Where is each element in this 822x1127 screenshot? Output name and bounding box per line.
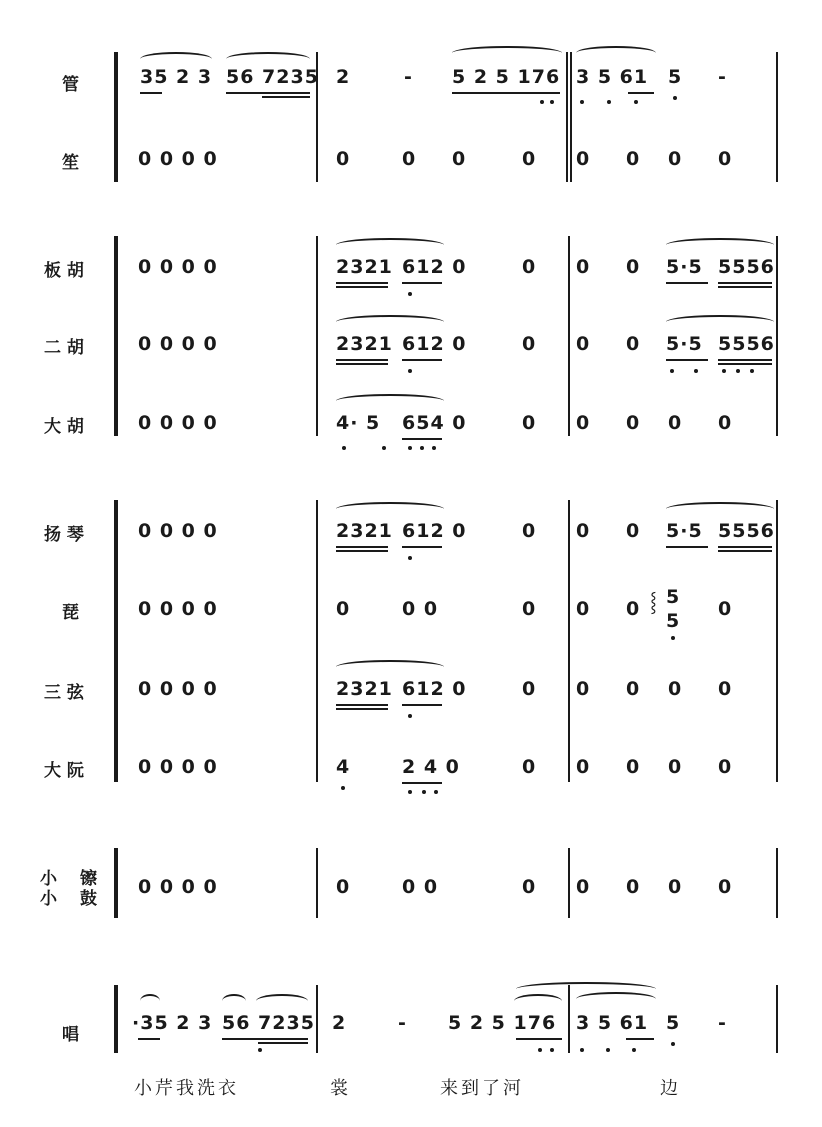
- note-group: 0: [522, 876, 537, 898]
- slur: [576, 992, 656, 1006]
- barline-1-perc: [316, 848, 318, 918]
- note-group: 0: [626, 256, 641, 278]
- slur: [666, 238, 774, 252]
- note-group: 0: [576, 148, 591, 170]
- beam: [336, 704, 388, 706]
- label-banhu: 板 胡: [44, 261, 84, 281]
- note-group: 0: [718, 412, 733, 434]
- barline-end-plucked: [776, 500, 778, 782]
- beam: [336, 550, 388, 552]
- note-group: 2 4 0: [402, 756, 460, 778]
- note-group: 0: [336, 876, 351, 898]
- barline-end-bowed: [776, 236, 778, 436]
- note-group: 0 0 0 0: [138, 876, 218, 898]
- note-group: 0 0 0 0: [138, 333, 218, 355]
- note-group: 0: [626, 756, 641, 778]
- note-group: 0: [522, 520, 537, 542]
- note-group: 5: [668, 66, 683, 88]
- note-group: 654 0: [402, 412, 467, 434]
- note-group: 0: [522, 333, 537, 355]
- barline-end-winds: [776, 52, 778, 182]
- bracket-winds: [114, 52, 118, 182]
- beam: [336, 546, 388, 548]
- beam: [258, 1042, 308, 1044]
- label-guan: 管: [62, 75, 79, 95]
- beam: [140, 92, 162, 94]
- octave-dot: [408, 714, 412, 718]
- octave-dot: [736, 369, 740, 373]
- beam: [336, 359, 388, 361]
- barline-end-perc: [776, 848, 778, 918]
- note-group: 35 2 3: [140, 66, 213, 88]
- note-group: 0: [718, 678, 733, 700]
- label-xiaochazi: 小: [40, 869, 57, 889]
- note-group: 0 0 0 0: [138, 678, 218, 700]
- octave-dot: [550, 1048, 554, 1052]
- note-group: 0: [576, 412, 591, 434]
- note-group: 0: [522, 678, 537, 700]
- octave-dot: [580, 1048, 584, 1052]
- beam: [718, 363, 772, 365]
- slur: [514, 994, 562, 1008]
- note-group: 0: [626, 333, 641, 355]
- note-group: 56 7235: [226, 66, 319, 88]
- label-yangqin: 扬 琴: [44, 525, 84, 545]
- beam: [402, 782, 442, 784]
- slur: [666, 502, 774, 516]
- note-group: 612 0: [402, 520, 467, 542]
- octave-dot: [694, 369, 698, 373]
- note-group: 0: [336, 598, 351, 620]
- note-group: 612 0: [402, 678, 467, 700]
- label-chang: 唱: [62, 1025, 79, 1045]
- note-group: 0: [668, 876, 683, 898]
- note-group: 0: [668, 148, 683, 170]
- note-group: 612 0: [402, 333, 467, 355]
- slur: [336, 660, 444, 674]
- barline-2-winds: [566, 52, 568, 182]
- barline-2-bowed: [568, 236, 570, 436]
- beam: [262, 96, 310, 98]
- note-group: 0: [576, 520, 591, 542]
- note-group: 0: [668, 756, 683, 778]
- note-group: 0: [452, 148, 467, 170]
- beam: [718, 550, 772, 552]
- lyric-phrase-2: 裳: [330, 1078, 351, 1099]
- beam: [718, 546, 772, 548]
- note-group: 0: [718, 148, 733, 170]
- note-group: 2321: [336, 678, 393, 700]
- octave-dot: [607, 100, 611, 104]
- beam: [402, 704, 442, 706]
- note-group: 4: [336, 756, 351, 778]
- octave-dot: [634, 100, 638, 104]
- octave-dot: [673, 96, 677, 100]
- octave-dot: [341, 786, 345, 790]
- note-group: 0: [576, 256, 591, 278]
- bracket-percussion: [114, 848, 118, 918]
- slur: [666, 315, 774, 329]
- octave-dot: [550, 100, 554, 104]
- beam: [222, 1038, 308, 1040]
- barline-1-plucked: [316, 500, 318, 782]
- octave-dot: [408, 369, 412, 373]
- note-group: 3 5 61: [576, 1012, 649, 1034]
- note-group: 0: [718, 756, 733, 778]
- note-group: 2: [336, 66, 351, 88]
- beam: [718, 286, 772, 288]
- chord-bottom-note: 5: [666, 610, 681, 632]
- slur: [256, 994, 308, 1008]
- barline-2b-winds: [570, 52, 572, 182]
- note-group: 3 5 61: [576, 66, 649, 88]
- note-group: 4· 5: [336, 412, 381, 434]
- note-group: 0: [576, 756, 591, 778]
- barline-end-vocal: [776, 985, 778, 1053]
- note-group: 0: [668, 412, 683, 434]
- beam: [402, 282, 442, 284]
- barline-2-perc: [568, 848, 570, 918]
- note-group: 0: [626, 148, 641, 170]
- slur: [336, 238, 444, 252]
- arpeggio-mark: ⸾: [650, 591, 658, 613]
- octave-dot: [408, 446, 412, 450]
- octave-dot: [722, 369, 726, 373]
- beam: [628, 92, 654, 94]
- note-group: 5·5: [666, 520, 703, 542]
- beam: [666, 546, 708, 548]
- beam: [336, 708, 388, 710]
- beam: [336, 363, 388, 365]
- slur: [452, 46, 562, 60]
- slur: [140, 52, 212, 66]
- octave-dot: [434, 790, 438, 794]
- label-dahu: 大 胡: [44, 417, 84, 437]
- note-group: -: [718, 1012, 727, 1034]
- slur: [336, 315, 444, 329]
- label-chazi: 镲: [80, 869, 97, 889]
- note-group: 5556: [718, 333, 775, 355]
- note-group: 0: [522, 756, 537, 778]
- note-group: 2: [332, 1012, 347, 1034]
- note-group: ·35 2 3: [132, 1012, 213, 1034]
- note-group: 0 0 0 0: [138, 598, 218, 620]
- note-group: 0 0 0 0: [138, 256, 218, 278]
- label-erhu: 二 胡: [44, 338, 84, 358]
- octave-dot: [538, 1048, 542, 1052]
- note-group: 56 7235: [222, 1012, 315, 1034]
- beam: [402, 438, 442, 440]
- slur: [226, 52, 310, 66]
- note-group: 0: [718, 876, 733, 898]
- beam: [718, 282, 772, 284]
- note-group: 0 0 0 0: [138, 412, 218, 434]
- note-group: 5556: [718, 520, 775, 542]
- note-group: 0 0 0 0: [138, 520, 218, 542]
- note-group: 5: [666, 1012, 681, 1034]
- slur: [336, 394, 444, 408]
- beam: [666, 282, 708, 284]
- slur: [140, 994, 160, 1008]
- note-group: 0: [522, 412, 537, 434]
- note-group: 0: [576, 598, 591, 620]
- slur: [222, 994, 246, 1008]
- beam: [666, 359, 708, 361]
- bracket-bowed: [114, 236, 118, 436]
- octave-dot: [670, 369, 674, 373]
- chord-top-note: 5: [666, 586, 681, 608]
- label-sheng: 笙: [62, 153, 79, 173]
- label-sanxian: 三 弦: [44, 683, 84, 703]
- beam: [452, 92, 560, 94]
- bracket-vocal: [114, 985, 118, 1053]
- note-group: -: [404, 66, 413, 88]
- note-group: 2321: [336, 520, 393, 542]
- beam: [718, 359, 772, 361]
- note-group: 612 0: [402, 256, 467, 278]
- beam: [402, 546, 442, 548]
- octave-dot: [432, 446, 436, 450]
- beam: [138, 1038, 160, 1040]
- slur: [576, 46, 656, 60]
- note-group: 0: [626, 876, 641, 898]
- note-group: 0: [626, 520, 641, 542]
- note-group: 0: [402, 148, 417, 170]
- octave-dot: [420, 446, 424, 450]
- note-group: 0: [522, 148, 537, 170]
- label-pipa: 琵: [62, 603, 79, 623]
- note-group: 2321: [336, 256, 393, 278]
- lyric-phrase-4: 边: [660, 1078, 681, 1099]
- note-group: 5556: [718, 256, 775, 278]
- octave-dot: [382, 446, 386, 450]
- note-group: 0: [626, 678, 641, 700]
- note-group: 0: [668, 678, 683, 700]
- octave-dot: [342, 446, 346, 450]
- octave-dot: [408, 292, 412, 296]
- octave-dot: [750, 369, 754, 373]
- barline-2-plucked: [568, 500, 570, 782]
- note-group: 0: [576, 333, 591, 355]
- lyric-phrase-3: 来到了河: [440, 1078, 524, 1099]
- slur: [336, 502, 444, 516]
- note-group: 0: [626, 412, 641, 434]
- barline-1-bowed: [316, 236, 318, 436]
- octave-dot: [408, 556, 412, 560]
- octave-dot: [580, 100, 584, 104]
- octave-dot: [408, 790, 412, 794]
- beam: [516, 1038, 562, 1040]
- note-group: 2321: [336, 333, 393, 355]
- barline-1-vocal: [316, 985, 318, 1053]
- note-group: 5 2 5 176: [448, 1012, 557, 1034]
- note-group: 0 0: [402, 876, 439, 898]
- note-group: 0: [576, 876, 591, 898]
- note-group: 5 2 5 176: [452, 66, 561, 88]
- beam: [336, 286, 388, 288]
- label-xiaogu: 小: [40, 889, 57, 909]
- beam: [226, 92, 310, 94]
- note-group: 0 0 0 0: [138, 148, 218, 170]
- note-group: 0 0: [402, 598, 439, 620]
- octave-dot: [258, 1048, 262, 1052]
- octave-dot: [632, 1048, 636, 1052]
- octave-dot: [671, 636, 675, 640]
- lyric-phrase-1: 小芹我洗衣: [134, 1078, 239, 1099]
- octave-dot: [671, 1042, 675, 1046]
- note-group: 0: [336, 148, 351, 170]
- label-daruan: 大 阮: [44, 761, 84, 781]
- bracket-plucked: [114, 500, 118, 782]
- note-group: -: [718, 66, 727, 88]
- note-group: 5·5: [666, 333, 703, 355]
- beam: [626, 1038, 654, 1040]
- octave-dot: [422, 790, 426, 794]
- note-group: -: [398, 1012, 407, 1034]
- label-gu: 鼓: [80, 889, 97, 909]
- beam: [336, 282, 388, 284]
- note-group: 0: [522, 256, 537, 278]
- beam: [402, 359, 442, 361]
- note-group: 0: [718, 598, 733, 620]
- note-group: 0 0 0 0: [138, 756, 218, 778]
- note-group: 0: [522, 598, 537, 620]
- note-group: 0: [576, 678, 591, 700]
- octave-dot: [606, 1048, 610, 1052]
- note-group: 0: [626, 598, 641, 620]
- note-group: 5·5: [666, 256, 703, 278]
- octave-dot: [540, 100, 544, 104]
